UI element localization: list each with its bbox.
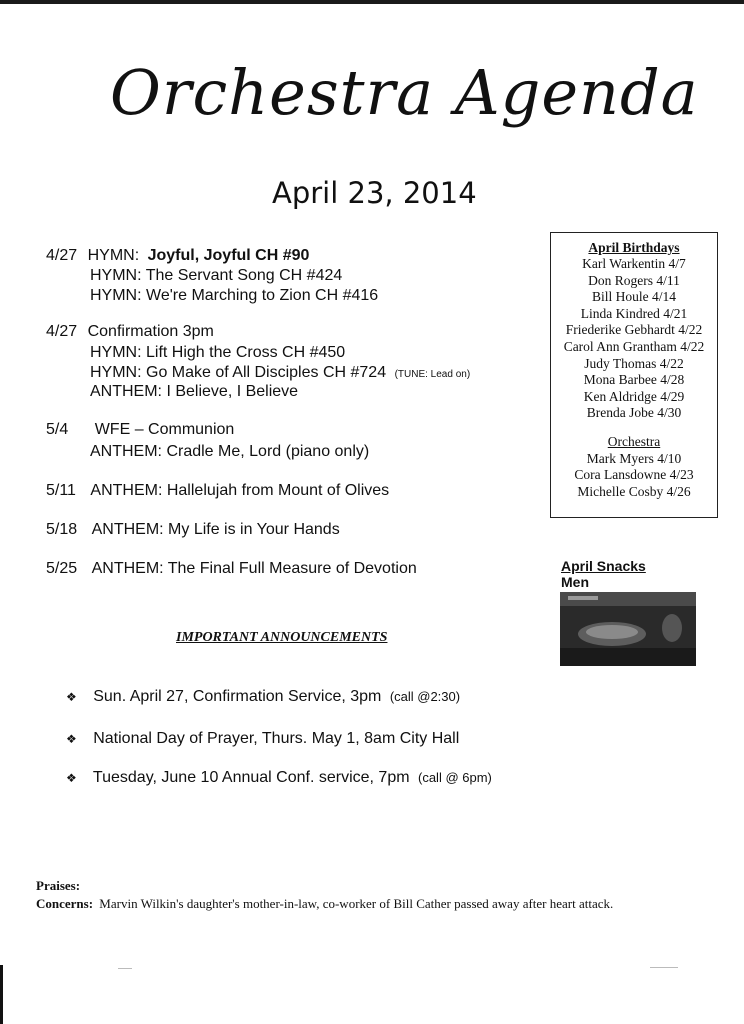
birthday-entry: Friederike Gebhardt 4/22 (565, 322, 703, 338)
orchestra-birthday-entry: Michelle Cosby 4/26 (577, 483, 691, 499)
hymn-prefix: HYMN: (87, 247, 140, 264)
diamond-bullet-icon: ❖ (66, 690, 77, 704)
announcement-item (66, 687, 460, 707)
agenda-date: April 23, 2014 (272, 176, 477, 210)
birthday-entry: Mona Barbee 4/28 (583, 372, 685, 388)
announcement-note: (call @2:30) (389, 689, 461, 704)
scan-speck (118, 968, 132, 969)
orchestra-birthday-entry: Mark Myers 4/10 (586, 450, 682, 466)
scan-top-edge (0, 0, 744, 4)
hymn-title: Joyful, Joyful CH #90 (147, 247, 310, 264)
agenda-item-hymn: HYMN: We're Marching to Zion CH #416 (90, 287, 379, 304)
anthem-title: ANTHEM: My Life is in Your Hands (91, 521, 340, 538)
agenda-item-hymn: HYMN: The Servant Song CH #424 (90, 267, 343, 284)
announcement-item (66, 729, 459, 749)
birthdays-box (550, 232, 718, 518)
diamond-bullet-icon: ❖ (66, 732, 77, 746)
snacks-subtitle: Men (561, 574, 589, 590)
orchestra-birthdays-title: Orchestra (607, 433, 661, 449)
tune-note: (TUNE: Lead on) (394, 369, 471, 380)
birthdays-title: April Birthdays (588, 240, 680, 255)
birthday-entry: Don Rogers 4/11 (588, 272, 680, 288)
anthem-title: ANTHEM: The Final Full Measure of Devotion (91, 560, 417, 577)
page-title-script: Orchestra Agenda (110, 56, 699, 129)
agenda-date-label: 5/4 (46, 421, 69, 438)
agenda-item-hymn (46, 246, 309, 266)
birthday-entry: Linda Kindred 4/21 (580, 305, 688, 321)
agenda-item-anthem: ANTHEM: Cradle Me, Lord (piano only) (90, 443, 370, 460)
agenda-date-label: 4/27 (46, 247, 78, 264)
agenda-item-anthem (46, 559, 417, 579)
concerns-line (36, 896, 613, 912)
birthday-entry: Bill Houle 4/14 (592, 289, 676, 305)
agenda-item-communion (46, 420, 234, 440)
announcement-text: Sun. April 27, Confirmation Service, 3pm (93, 688, 382, 705)
communion-label: WFE – Communion (94, 421, 235, 438)
agenda-date-label: 4/27 (46, 323, 78, 340)
announcement-text: National Day of Prayer, Thurs. May 1, 8am City Hall (93, 730, 460, 747)
orchestra-birthday-entry: Cora Lansdowne 4/23 (574, 467, 694, 483)
agenda-item-confirmation (46, 322, 214, 342)
concerns-text: Marvin Wilkin's daughter's mother-in-law, co-worker of Bill Cather passed away after heart attack. (99, 896, 614, 911)
agenda-item-anthem (46, 520, 340, 540)
birthday-entry: Judy Thomas 4/22 (584, 355, 684, 371)
agenda-date-label: 5/25 (46, 560, 78, 577)
birthday-entry: Ken Aldridge 4/29 (583, 388, 685, 404)
agenda-item-anthem: ANTHEM: I Believe, I Believe (90, 383, 299, 400)
snacks-title: April Snacks (561, 558, 646, 574)
snack-photo (560, 592, 696, 666)
agenda-item-hymn: HYMN: Lift High the Cross CH #450 (90, 344, 346, 361)
agenda-date-label: 5/18 (46, 521, 78, 538)
agenda-date-label: 5/11 (46, 482, 76, 499)
hymn-title: HYMN: Go Make of All Disciples CH #724 (90, 364, 387, 381)
birthday-entry: Carol Ann Grantham 4/22 (563, 338, 705, 354)
confirmation-label: Confirmation 3pm (87, 323, 214, 340)
praises-label: Praises: (36, 878, 81, 893)
concerns-label: Concerns: (36, 896, 94, 911)
birthday-entry: Brenda Jobe 4/30 (586, 405, 682, 421)
scan-speck (650, 967, 678, 968)
birthday-entry: Karl Warkentin 4/7 (582, 256, 686, 271)
praises-line (36, 878, 80, 894)
scan-left-edge-mark (0, 965, 3, 1024)
diamond-bullet-icon: ❖ (66, 771, 77, 785)
announcement-note: (call @ 6pm) (418, 770, 492, 785)
announcement-text: Tuesday, June 10 Annual Conf. service, 7pm (92, 769, 410, 786)
agenda-item-anthem (46, 481, 389, 501)
announcements-heading: IMPORTANT ANNOUNCEMENTS (176, 630, 388, 645)
announcement-item (66, 768, 492, 788)
anthem-title: ANTHEM: Hallelujah from Mount of Olives (90, 482, 390, 499)
